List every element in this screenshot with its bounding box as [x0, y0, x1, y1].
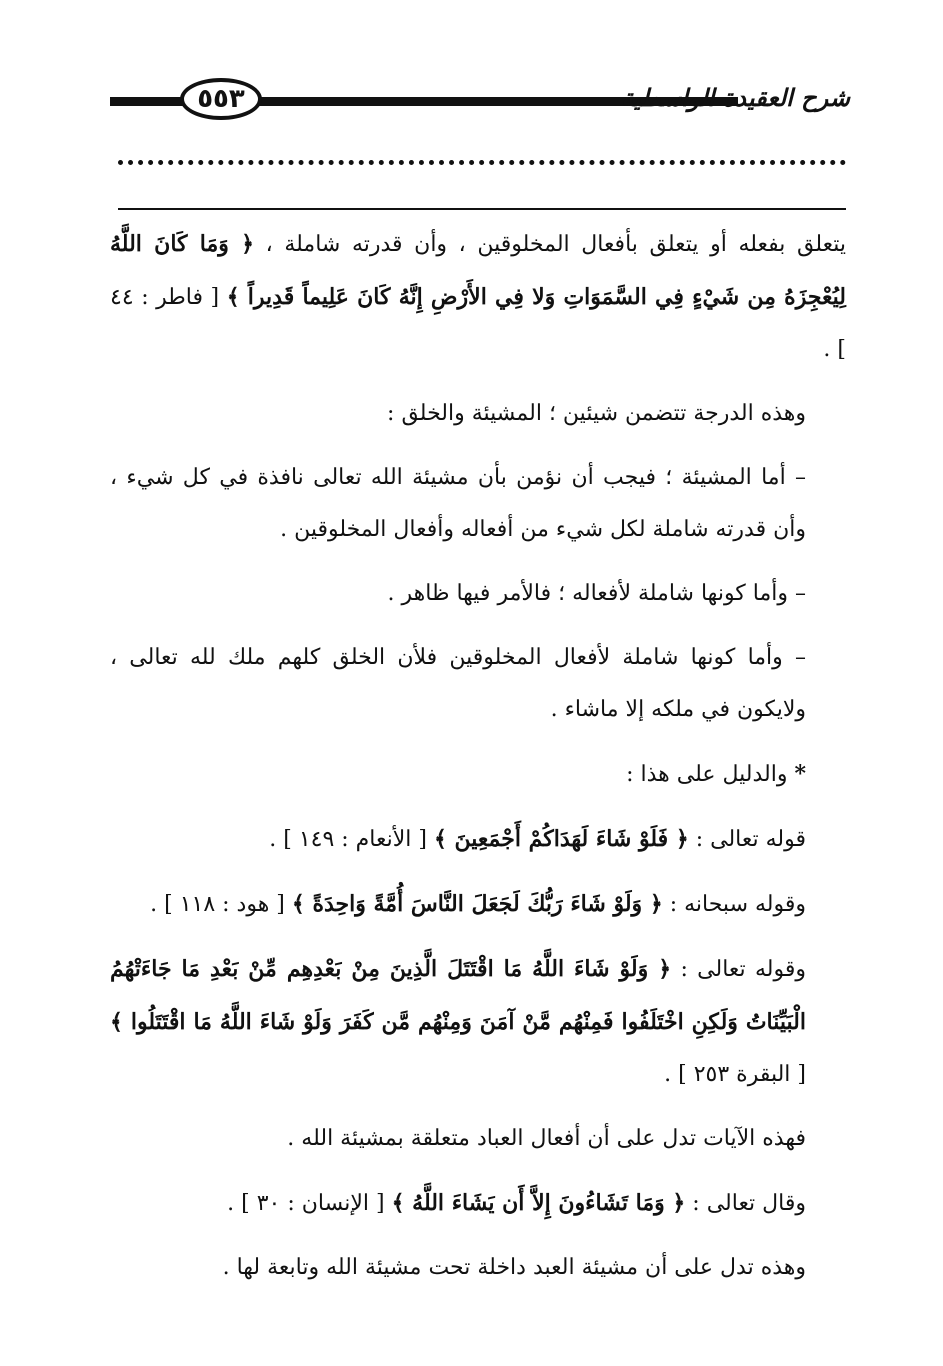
- asterisk-icon: *: [794, 761, 806, 787]
- quran-close-bracket: ﴾: [110, 1009, 123, 1035]
- paragraph-8: [110, 878, 846, 931]
- paragraph-text: – وأما كونها شاملة لأفعاله ؛ فالأمر فيها ظاهر .: [387, 581, 806, 606]
- paragraph-7: [110, 813, 846, 866]
- quran-verse: وَمَا كَانَ اللَّهُ لِيُعْجِزَهُ مِن شَيْءٍ فِي السَّمَوَاتِ وَلا فِي الأَرْضِ إِنَّهُ كَانَ عَلِيماً قَدِيراً: [110, 231, 846, 310]
- quran-close-bracket: ﴾: [291, 891, 305, 917]
- paragraph-12: [110, 1242, 846, 1294]
- paragraph-text: وقوله سبحانه :: [662, 892, 806, 917]
- verse-reference: [ هود : ١١٨ ] .: [150, 892, 292, 917]
- verse-reference: [ الأنعام : ١٤٩ ] .: [269, 827, 434, 852]
- paragraph-text: – أما المشيئة ؛ فيجب أن نؤمن بأن مشيئة الله تعالى نافذة في كل شيء ، وأن قدرته شاملة لكل شيء من أفعاله وأفعال المخلوقين .: [110, 465, 806, 542]
- quran-close-bracket: ﴾: [391, 1190, 405, 1216]
- paragraph-text: والدليل على هذا :: [626, 762, 795, 787]
- quran-verse: وَلَوْ شَاءَ رَبُّكَ لَجَعَلَ النَّاسَ أُمَّةً وَاحِدَةً: [304, 891, 650, 917]
- paragraph-9: [110, 943, 846, 1101]
- paragraph-text: فهذه الآيات تدل على أن أفعال العباد متعلقة بمشيئة الله .: [287, 1126, 806, 1151]
- paragraph-text: وهذه تدل على أن مشيئة العبد داخلة تحت مشيئة الله وتابعة لها .: [222, 1255, 806, 1280]
- paragraph-4: [110, 568, 846, 620]
- paragraph-11: [110, 1177, 846, 1230]
- paragraph-2: [110, 388, 846, 440]
- page-number: ٥٥٣: [180, 78, 262, 120]
- page-header: [110, 70, 850, 130]
- verse-reference: [ فاطر : ٤٤ ] .: [110, 285, 846, 362]
- book-title: شرح العقيدة الواسطية: [621, 84, 850, 112]
- quran-open-bracket: ﴿: [658, 956, 672, 982]
- quran-open-bracket: ﴿: [241, 231, 255, 257]
- quran-open-bracket: ﴿: [675, 826, 689, 852]
- paragraph-text: – وأما كونها شاملة لأفعال المخلوقين فلأن الخلق كلهم ملك لله تعالى ، ولايكون في ملكه إلا ماشاء .: [110, 645, 806, 722]
- page-body: [110, 218, 846, 1306]
- quran-verse: وَلَوْ شَاءَ اللَّهُ مَا اقْتَتَلَ الَّذِينَ مِنْ بَعْدِهِم مِّنْ بَعْدِ مَا جَاءَتْهُمُ الْبَيِّنَاتُ وَلَكِنِ اخْتَلَفُوا فَمِنْهُم مَّنْ آمَنَ وَمِنْهُم مَّن كَفَرَ وَلَوْ شَاءَ اللَّهُ مَا اقْتَتَلُوا: [110, 956, 806, 1035]
- quran-verse: وَمَا تَشَاءُونَ إِلاَّ أَن يَشَاءَ اللَّهُ: [404, 1190, 673, 1216]
- verse-reference: [ الإنسان : ٣٠ ] .: [227, 1191, 392, 1216]
- paragraph-5: [110, 632, 846, 736]
- paragraph-1: [110, 218, 846, 376]
- paragraph-3: [110, 452, 846, 556]
- paragraph-text: وقال تعالى :: [685, 1191, 806, 1216]
- paragraph-text: يتعلق بفعله أو يتعلق بأفعال المخلوقين ، وأن قدرته شاملة ،: [254, 232, 846, 257]
- paragraph-6: [110, 748, 846, 801]
- paragraph-10: [110, 1113, 846, 1165]
- verse-reference: [ البقرة ٢٥٣ ] .: [664, 1062, 806, 1087]
- paragraph-text: وهذه الدرجة تتضمن شيئين ؛ المشيئة والخلق :: [387, 401, 806, 426]
- header-rule-left: [110, 97, 190, 106]
- quran-open-bracket: ﴿: [649, 891, 663, 917]
- quran-close-bracket: ﴾: [433, 826, 447, 852]
- quran-close-bracket: ﴾: [226, 284, 240, 310]
- paragraph-text: وقوله تعالى :: [671, 957, 806, 982]
- solid-separator: [118, 208, 846, 210]
- dotted-separator: [118, 160, 846, 165]
- quran-verse: فَلَوْ شَاءَ لَهَدَاكُمْ أَجْمَعِينَ: [446, 826, 676, 852]
- quran-open-bracket: ﴿: [672, 1190, 686, 1216]
- paragraph-text: قوله تعالى :: [688, 827, 806, 852]
